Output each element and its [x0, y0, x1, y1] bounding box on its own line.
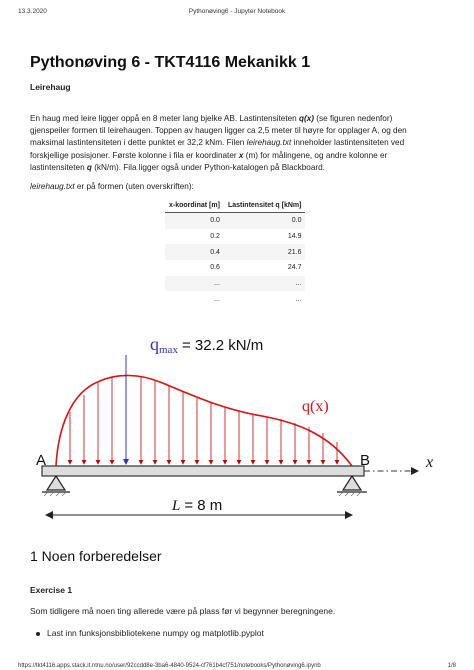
support-b-label: B [360, 452, 371, 469]
print-date: 13.3.2020 [18, 8, 47, 15]
load-curve [56, 375, 352, 466]
data-table [165, 199, 305, 307]
bullet-dot [36, 632, 40, 636]
print-page-number: 1/8 [447, 663, 456, 669]
load-arrows [70, 376, 337, 464]
support-a [42, 476, 70, 492]
subtitle: Leirehaug [30, 82, 71, 92]
support-a-label: A [36, 452, 47, 469]
table-row: ... ... [165, 276, 305, 292]
beam [42, 466, 364, 476]
table-row: 0.2 14.9 [210, 233, 302, 241]
x-axis-label: x [426, 454, 434, 471]
intro-paragraph: En haug med leire ligger oppå en 8 meter lang bjelke AB. Lastintensiteten q(x) (se figuren nedenfor) gjenspeiler formen til leirehaugen. Toppen av haugen ligger ca 2,5 meter til høyre for opplager A, og den maksimal lastintensiteten i dette punktet er 32,2 kNm. Filen leirehaug.txt inneholder lastintensiteten ved forskjellige posisjoner. Første kolonne i fila er koordinater x (m) for målingene, og andre kolonne er lastintensiteten q (kN/m). Fila ligger også under Python-katalogen på Blackboard. [30, 114, 407, 172]
print-page-title: Pythonøving6 - Jupyter Notebook [188, 8, 286, 15]
table-row: 0.4 21.6 [165, 244, 305, 260]
prep-text: Som tidligere må noen ting allerede være på plass før vi begynner beregningene. [30, 606, 336, 616]
format-line: leirehaug.txt er på formen (uten overskriften): [30, 182, 194, 191]
table-row: 0.0 0.0 [165, 213, 305, 229]
support-b [337, 476, 367, 492]
exercise-heading: Exercise 1 [30, 585, 73, 595]
beam-load-figure [0, 318, 474, 528]
table-header-q: Lastintensitet q [kNm] [224, 199, 306, 213]
table-header-x: x-koordinat [m] [165, 199, 224, 213]
qx-label: q(x) [302, 398, 329, 415]
section-heading: 1 Noen forberedelser [30, 548, 162, 564]
table-row: 0.6 24.7 [210, 264, 302, 272]
list-item: Last inn funksjonsbibliotekene numpy og matplotlib.pyplot [36, 628, 264, 638]
print-url: https://tkt4116.apps.stack.it.ntnu.no/user/92ccdd8e-3ba6-4840-9524-cf761b4cf751/notebooks/Pythonøving6.ipynb [18, 663, 321, 669]
qmax-label: qmax = 32.2 kN/m [150, 334, 264, 356]
length-label: L = 8 m [172, 497, 223, 514]
table-row: ... ... [214, 295, 302, 303]
ground-hatch [44, 492, 361, 496]
notebook-title: Pythonøving 6 - TKT4116 Mekanikk 1 [30, 54, 311, 71]
